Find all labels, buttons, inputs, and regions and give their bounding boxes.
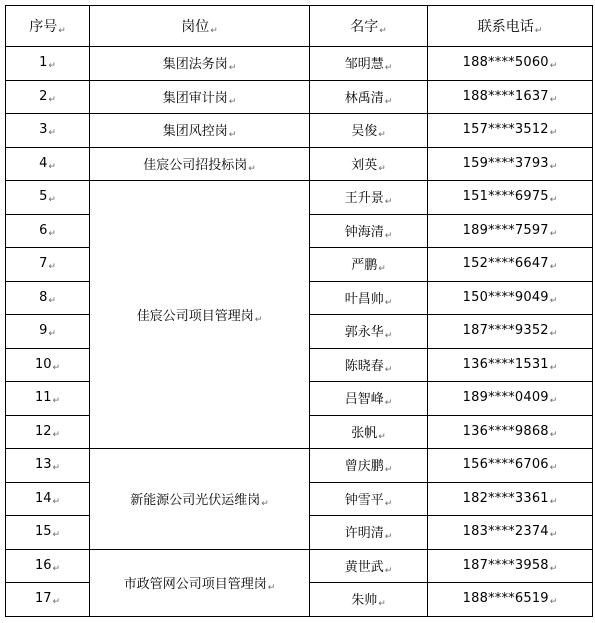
row-phone (428, 248, 593, 282)
paragraph-mark-icon: ↵ (384, 465, 393, 476)
row-name (310, 516, 428, 550)
row-index (6, 549, 90, 583)
row-name (310, 214, 428, 248)
paragraph-mark-icon: ↵ (48, 195, 56, 206)
row-name-text: 郭永华 (344, 325, 384, 341)
paragraph-mark-icon: ↵ (48, 228, 56, 239)
row-index-text: 12 (34, 423, 52, 439)
row-index-text: 8 (39, 289, 48, 305)
paragraph-mark-icon: ↵ (48, 128, 56, 139)
paragraph-mark-icon: ↵ (549, 94, 558, 105)
paragraph-mark-icon: ↵ (549, 161, 558, 172)
paragraph-mark-icon: ↵ (48, 94, 56, 105)
row-name-text: 林禹清 (344, 90, 384, 106)
row-post (90, 114, 310, 148)
paragraph-mark-icon: ↵ (52, 362, 61, 373)
row-post-text: 市政管网公司项目管理岗 (123, 576, 267, 592)
row-post-text: 佳宸公司项目管理岗 (136, 308, 254, 324)
table-header (6, 6, 593, 47)
row-phone (428, 114, 593, 148)
row-index (6, 482, 90, 516)
row-name-text: 钟雪平 (344, 492, 384, 508)
paragraph-mark-icon: ↵ (549, 396, 558, 407)
paragraph-mark-icon: ↵ (48, 295, 56, 306)
row-name (310, 147, 428, 181)
paragraph-mark-icon: ↵ (254, 314, 263, 325)
row-name-text: 许明清 (344, 526, 384, 542)
paragraph-mark-icon: ↵ (549, 530, 558, 541)
paragraph-mark-icon: ↵ (52, 396, 61, 407)
row-index-text: 4 (39, 155, 48, 171)
row-name-text: 严鹏 (351, 258, 378, 274)
row-index (6, 47, 90, 81)
row-phone-text: 159****3793 (462, 155, 549, 171)
paragraph-mark-icon: ↵ (384, 498, 393, 509)
row-phone (428, 549, 593, 583)
row-phone (428, 315, 593, 349)
row-index (6, 147, 90, 181)
paragraph-mark-icon: ↵ (52, 463, 61, 474)
paragraph-mark-icon: ↵ (549, 597, 558, 608)
row-phone (428, 80, 593, 114)
paragraph-mark-icon: ↵ (52, 429, 61, 440)
row-phone (428, 516, 593, 550)
header-row (6, 6, 593, 47)
row-name-text: 张帆 (351, 425, 378, 441)
row-phone (428, 382, 593, 416)
row-phone (428, 181, 593, 215)
row-phone (428, 415, 593, 449)
row-name (310, 482, 428, 516)
paragraph-mark-icon: ↵ (534, 26, 543, 36)
row-index (6, 348, 90, 382)
row-name-text: 叶昌帅 (344, 291, 384, 307)
row-index-text: 7 (39, 256, 48, 272)
row-phone (428, 47, 593, 81)
row-phone-text: 182****3361 (462, 490, 549, 506)
row-phone-text: 183****2374 (462, 524, 549, 540)
row-phone-text: 188****5060 (462, 55, 549, 71)
row-phone (428, 482, 593, 516)
paragraph-mark-icon: ↵ (549, 295, 558, 306)
row-name-text: 刘英 (351, 157, 378, 173)
row-name (310, 114, 428, 148)
row-post (90, 181, 310, 449)
row-name (310, 248, 428, 282)
row-index-text: 1 (39, 55, 48, 71)
row-name-text: 王升景 (344, 191, 384, 207)
paragraph-mark-icon: ↵ (261, 498, 269, 509)
paragraph-mark-icon: ↵ (228, 63, 237, 74)
row-index (6, 114, 90, 148)
row-name (310, 281, 428, 315)
paragraph-mark-icon: ↵ (379, 26, 387, 36)
row-index-text: 9 (39, 323, 48, 339)
row-phone (428, 281, 593, 315)
header-phone: 联系电话↵ (428, 6, 593, 47)
row-name (310, 80, 428, 114)
row-index-text: 2 (39, 88, 48, 104)
paragraph-mark-icon: ↵ (267, 582, 276, 593)
row-index-text: 17 (34, 591, 52, 607)
row-post-text: 集团风控岗 (162, 124, 228, 140)
paragraph-mark-icon: ↵ (52, 496, 61, 507)
row-index-text: 11 (34, 390, 52, 406)
row-phone-text: 136****9868 (462, 423, 549, 439)
row-phone (428, 449, 593, 483)
table-body (6, 47, 593, 617)
row-name (310, 449, 428, 483)
row-name-text: 吴俊 (351, 124, 378, 140)
paragraph-mark-icon: ↵ (549, 362, 558, 373)
row-index-text: 10 (34, 356, 52, 372)
row-name-text: 钟海清 (344, 224, 384, 240)
row-post-text: 新能源公司光伏运维岗 (130, 492, 261, 508)
row-phone-text: 136****1531 (462, 356, 549, 372)
paragraph-mark-icon: ↵ (384, 297, 393, 308)
row-index (6, 315, 90, 349)
paragraph-mark-icon: ↵ (52, 530, 61, 541)
paragraph-mark-icon: ↵ (378, 431, 386, 442)
row-name-text: 曾庆鹏 (344, 459, 384, 475)
row-name (310, 47, 428, 81)
table-row (6, 181, 593, 215)
row-name-text: 吕智峰 (344, 392, 384, 408)
row-index-text: 14 (34, 490, 52, 506)
table-row (6, 114, 593, 148)
row-post (90, 449, 310, 550)
table-row (6, 147, 593, 181)
paragraph-mark-icon: ↵ (248, 163, 256, 174)
row-phone-text: 187****9352 (462, 323, 549, 339)
paragraph-mark-icon: ↵ (378, 163, 386, 174)
paragraph-mark-icon: ↵ (48, 161, 56, 172)
table-row (6, 449, 593, 483)
header-index: 序号↵ (6, 6, 90, 47)
row-phone (428, 348, 593, 382)
row-name (310, 348, 428, 382)
paragraph-mark-icon: ↵ (48, 61, 56, 72)
paragraph-mark-icon: ↵ (384, 398, 393, 409)
row-index-text: 6 (39, 222, 48, 238)
paragraph-mark-icon: ↵ (378, 130, 386, 141)
paragraph-mark-icon: ↵ (48, 329, 56, 340)
header-name: 名字↵ (310, 6, 428, 47)
paragraph-mark-icon: ↵ (228, 96, 237, 107)
row-name (310, 583, 428, 617)
row-index (6, 214, 90, 248)
row-phone (428, 214, 593, 248)
row-name (310, 415, 428, 449)
row-phone-text: 156****6706 (462, 457, 549, 473)
paragraph-mark-icon: ↵ (378, 264, 386, 275)
paragraph-mark-icon: ↵ (549, 262, 558, 273)
row-index (6, 248, 90, 282)
paragraph-mark-icon: ↵ (549, 496, 558, 507)
row-index (6, 181, 90, 215)
row-index (6, 281, 90, 315)
row-phone-text: 187****3958 (462, 557, 549, 573)
row-phone-text: 152****6647 (462, 256, 549, 272)
row-phone-text: 188****1637 (462, 88, 549, 104)
paragraph-mark-icon: ↵ (48, 262, 56, 273)
row-name (310, 181, 428, 215)
row-post-text: 集团法务岗 (162, 57, 228, 73)
paragraph-mark-icon: ↵ (384, 63, 393, 74)
paragraph-mark-icon: ↵ (549, 463, 558, 474)
personnel-contact-table (5, 5, 593, 617)
row-index-text: 3 (39, 122, 48, 138)
row-phone-text: 188****6519 (462, 591, 549, 607)
row-index (6, 583, 90, 617)
row-index (6, 80, 90, 114)
row-post-text: 集团审计岗 (162, 90, 228, 106)
row-index (6, 516, 90, 550)
paragraph-mark-icon: ↵ (384, 96, 393, 107)
row-index (6, 449, 90, 483)
row-post-text: 佳宸公司招投标岗 (143, 157, 248, 173)
paragraph-mark-icon: ↵ (549, 563, 558, 574)
paragraph-mark-icon: ↵ (384, 331, 393, 342)
row-name (310, 549, 428, 583)
row-index-text: 15 (34, 524, 52, 540)
row-name-text: 陈晓春 (344, 358, 384, 374)
paragraph-mark-icon: ↵ (384, 565, 393, 576)
paragraph-mark-icon: ↵ (549, 429, 558, 440)
table-row (6, 549, 593, 583)
row-name-text: 朱帅 (351, 593, 378, 609)
row-post (90, 47, 310, 81)
row-index (6, 382, 90, 416)
paragraph-mark-icon: ↵ (549, 128, 558, 139)
paragraph-mark-icon: ↵ (384, 364, 393, 375)
paragraph-mark-icon: ↵ (549, 228, 558, 239)
paragraph-mark-icon: ↵ (549, 329, 558, 340)
table-row (6, 47, 593, 81)
row-phone-text: 150****9049 (462, 289, 549, 305)
paragraph-mark-icon: ↵ (52, 597, 61, 608)
paragraph-mark-icon: ↵ (210, 26, 218, 36)
row-name (310, 382, 428, 416)
row-phone (428, 147, 593, 181)
header-post: 岗位↵ (90, 6, 310, 47)
paragraph-mark-icon: ↵ (378, 599, 386, 610)
paragraph-mark-icon: ↵ (549, 195, 558, 206)
row-index (6, 415, 90, 449)
row-index-text: 16 (34, 557, 52, 573)
row-phone-text: 157****3512 (462, 122, 549, 138)
paragraph-mark-icon: ↵ (384, 230, 393, 241)
row-phone-text: 189****7597 (462, 222, 549, 238)
row-phone (428, 583, 593, 617)
paragraph-mark-icon: ↵ (52, 563, 61, 574)
row-post (90, 80, 310, 114)
row-name-text: 黄世武 (344, 559, 384, 575)
row-phone-text: 151****6975 (462, 189, 549, 205)
row-index-text: 5 (39, 189, 48, 205)
row-post (90, 147, 310, 181)
paragraph-mark-icon: ↵ (384, 532, 393, 543)
row-name-text: 邹明慧 (344, 57, 384, 73)
row-index-text: 13 (34, 457, 52, 473)
paragraph-mark-icon: ↵ (384, 197, 393, 208)
paragraph-mark-icon: ↵ (549, 61, 558, 72)
paragraph-mark-icon: ↵ (58, 26, 66, 36)
table-row (6, 80, 593, 114)
row-name (310, 315, 428, 349)
row-post (90, 549, 310, 616)
row-phone-text: 189****0409 (462, 390, 549, 406)
paragraph-mark-icon: ↵ (228, 130, 237, 141)
